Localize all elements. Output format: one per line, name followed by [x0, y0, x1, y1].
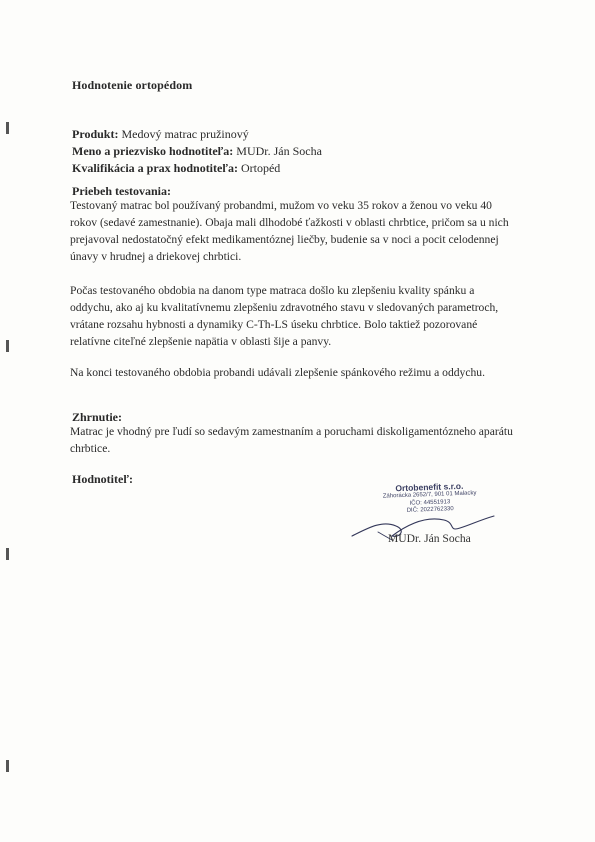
evaluator-name-label: Meno a priezvisko hodnotiteľa: [72, 144, 234, 158]
document-title: Hodnotenie ortopédom [72, 78, 193, 92]
stamp-address: Záhorácka 2652/7, 901 01 Malacky [382, 490, 477, 500]
evaluator-name-value: MUDr. Ján Socha [236, 144, 322, 158]
scan-edge-mark [6, 760, 9, 772]
testing-paragraph: Počas testovaného obdobia na danom type matraca došlo ku zlepšeniu kvality spánku a oddychu, ako aj ku kvalitatívnemu zlepšeniu zdravotného stavu v sledovaných parametroch, vrátane rozsahu hybnosti a dynamiky C-Th-LS úseku chrbtice. Bolo taktiež pozorované relatívne citeľné zlepšenie napätia v oblasti šije a panvy. [70, 284, 499, 348]
scan-edge-mark [6, 548, 9, 560]
scan-edge-mark [6, 122, 9, 134]
summary-heading: Zhrnutie: [72, 410, 123, 424]
signature-name: MUDr. Ján Socha [388, 532, 471, 545]
product-info [72, 126, 322, 177]
stamp-dic: DIČ: 2022762330 [406, 506, 454, 514]
stamp-ico: IČO: 44551913 [409, 498, 451, 507]
testing-paragraph: Na konci testovaného obdobia probandi udávali zlepšenie spánkového režimu a oddychu. [70, 366, 485, 379]
qualification-value: Ortopéd [240, 161, 281, 175]
testing-heading: Priebeh testovania: [72, 184, 171, 198]
product-label: Produkt: [72, 127, 119, 141]
product-value: Medový matrac pružinový [121, 127, 249, 141]
stamp-company: Ortobenefit s.r.o. [395, 480, 464, 494]
qualification-row [72, 160, 322, 177]
evaluator-heading: Hodnotiteľ: [72, 472, 133, 486]
evaluator-name-row [72, 143, 322, 160]
scan-edge-mark [6, 340, 9, 352]
testing-paragraph: Testovaný matrac bol používaný probandmi, mužom vo veku 35 rokov a ženou vo veku 40 rokov (sedavé zamestnanie). Obaja mali dlhodobé ťažkosti v oblasti chrbtice, pričom sa u nich prejavoval nedostatočný efekt medikamentóznej liečby, budenie sa v noci a pocit celodennej únavy v hrudnej a driekovej chrbtici. [70, 199, 509, 263]
summary-text: Matrac je vhodný pre ľudí so sedavým zamestnaním a poruchami diskoligamentózneho aparátu chrbtice. [70, 425, 513, 455]
product-row [72, 126, 322, 143]
qualification-label: Kvalifikácia a prax hodnotiteľa: [72, 161, 238, 175]
